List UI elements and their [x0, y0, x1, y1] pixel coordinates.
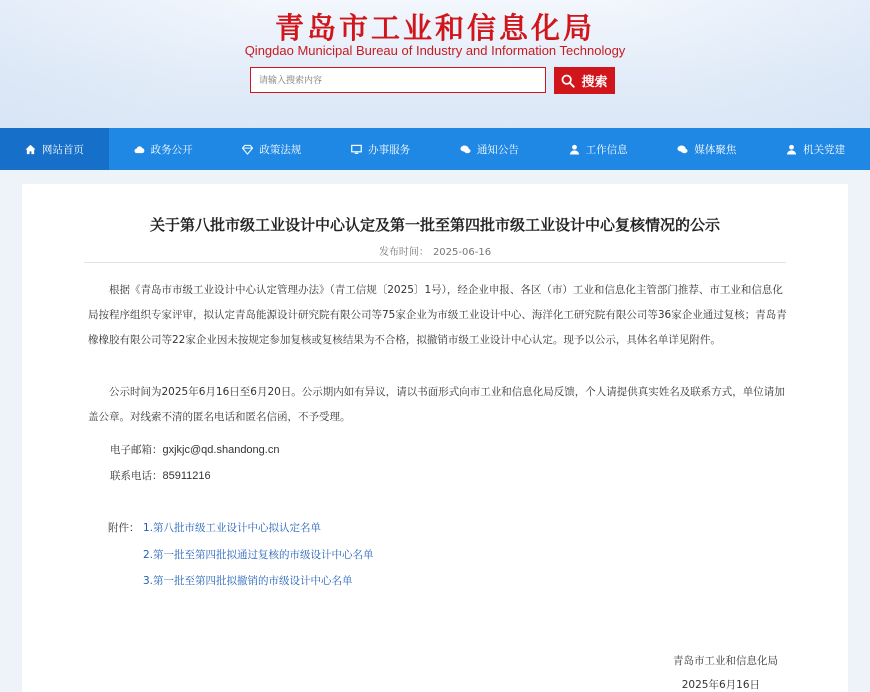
- nav-item-gov-affairs[interactable]: [109, 128, 218, 170]
- diamond-icon: [242, 144, 253, 155]
- nav-item-label: 通知公告: [476, 143, 519, 156]
- attachment-link-1[interactable]: 1.第八批市级工业设计中心拟认定名单: [143, 522, 322, 534]
- publish-date: [22, 243, 848, 258]
- nav-item-work-info[interactable]: [544, 128, 653, 170]
- article-card: [22, 184, 848, 692]
- site-title[interactable]: 青岛市工业和信息化局: [274, 11, 595, 45]
- nav-item-label: 办事服务: [368, 143, 411, 156]
- email-label: 电子邮箱：: [110, 444, 163, 456]
- attachments-label: 附件：: [108, 522, 140, 534]
- nav-item-label: 机关党建: [803, 143, 846, 156]
- nav-item-home[interactable]: [0, 128, 109, 170]
- nav-item-label: 政务公开: [150, 143, 193, 156]
- search-button-label: 搜索: [581, 75, 608, 90]
- phone-label: 联系电话：: [110, 470, 163, 482]
- article-paragraph-2: 公示时间为2025年6月16日至6月20日。公示期内如有异议，请以书面形式向市工业和信息化局反馈，个人请提供真实姓名及联系方式，单位请加盖公章。对线索不清的匿名电话和匿名信函，不予受理。: [88, 386, 785, 423]
- home-icon: [25, 144, 36, 155]
- user-icon: [786, 144, 797, 155]
- cloud-icon: [134, 144, 145, 155]
- nav-item-services[interactable]: [326, 128, 435, 170]
- phone-value: 85911216: [162, 470, 211, 482]
- search-input[interactable]: [251, 69, 545, 93]
- user-icon: [569, 144, 580, 155]
- main-nav: [0, 128, 870, 170]
- phone-line: [110, 468, 211, 483]
- nav-item-label: 媒体聚焦: [694, 143, 737, 156]
- article-paragraph-1: 根据《青岛市市级工业设计中心认定管理办法》（青工信规〔2025〕1号），经企业申报、各区（市）工业和信息化主管部门推荐、市工业和信息化局按程序组织专家评审，拟认定青岛能源设计研究院有限公司等75家企业为市级工业设计中心、海洋化工研究院有限公司等36家企业通过复核；青岛青橡橡胶有限公司等22家企业因未按规定参加复核或复核结果为不合格，拟撤销市级工业设计中心认定。现予以公示，具体名单详见附件。: [88, 284, 787, 346]
- search-box: [250, 67, 546, 93]
- search-icon: [561, 74, 575, 88]
- site-header: [0, 0, 870, 128]
- nav-item-media[interactable]: [653, 128, 762, 170]
- signature-organization: 青岛市工业和信息化局: [673, 655, 778, 667]
- nav-item-label: 工作信息: [585, 143, 628, 156]
- attachment-link-2[interactable]: 2.第一批至第四批拟通过复核的市级设计中心名单: [143, 549, 374, 561]
- nav-item-notices[interactable]: [435, 128, 544, 170]
- nav-item-label: 网站首页: [41, 143, 84, 156]
- publish-date-label: 发布时间：: [378, 247, 429, 258]
- attachment-link-3[interactable]: 3.第一批至第四批拟撤销的市级设计中心名单: [143, 575, 353, 587]
- publish-date-value: 2025-06-16: [432, 247, 492, 258]
- chat-icon: [460, 144, 471, 155]
- email-line: [110, 442, 279, 457]
- site-subtitle: Qingdao Municipal Bureau of Industry and Information Technology: [244, 43, 626, 58]
- chat-icon: [677, 144, 688, 155]
- search-button[interactable]: [554, 67, 615, 94]
- title-divider: [84, 262, 786, 263]
- nav-item-label: 政策法规: [259, 143, 302, 156]
- article-title: 关于第八批市级工业设计中心认定及第一批至第四批市级工业设计中心复核情况的公示: [149, 216, 720, 234]
- email-value: gxjkjc@qd.shandong.cn: [162, 444, 280, 456]
- nav-item-policies[interactable]: [218, 128, 327, 170]
- nav-item-party[interactable]: [761, 128, 870, 170]
- signature-date: 2025年6月16日: [681, 679, 760, 691]
- monitor-icon: [351, 144, 362, 155]
